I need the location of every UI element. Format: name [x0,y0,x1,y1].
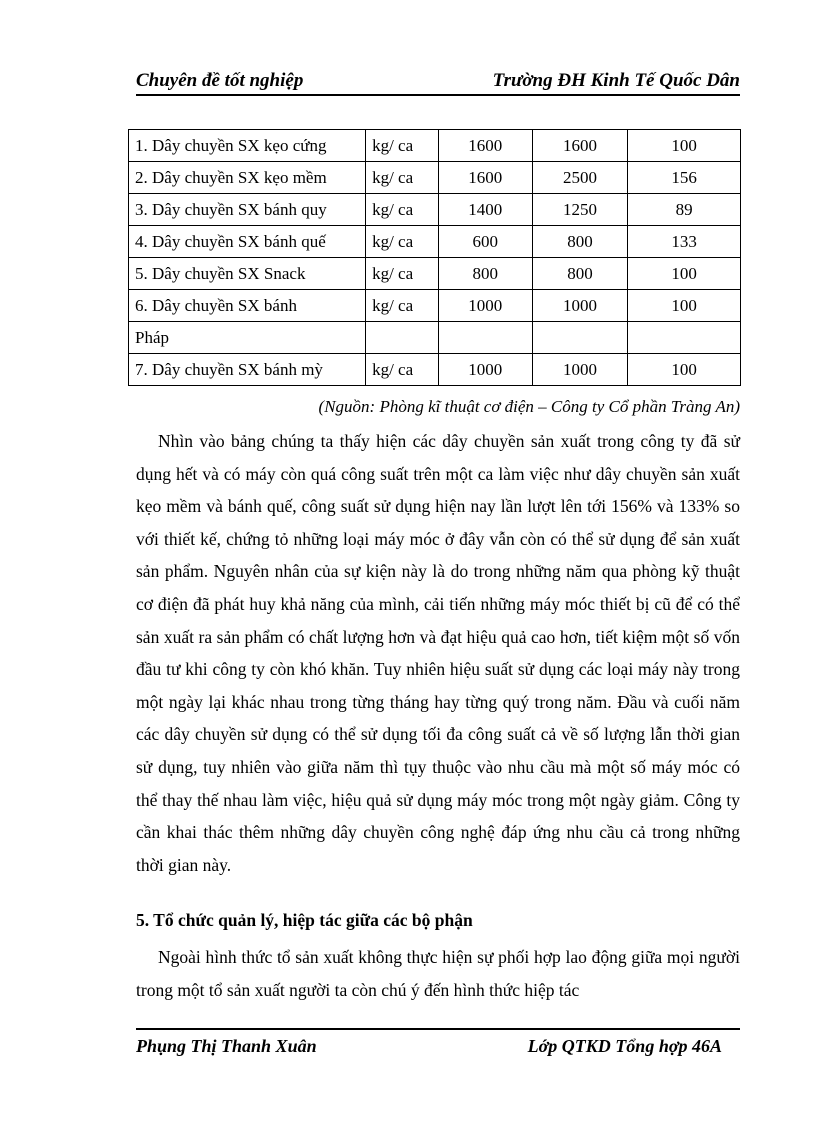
body-paragraph: Nhìn vào bảng chúng ta thấy hiện các dây chuyền sản xuất trong công ty đã sử dụng hết và có máy còn quá công suất trên một ca làm việc như dây chuyền sản xuất kẹo mềm và bánh quế, công suất sử dụng hiện nay lần lượt lên tới 156% và 133% so với thiết kế, chứng tỏ những loại máy móc ở đây vẫn còn có thể sử dụng để sản xuất sản phẩm. Nguyên nhân của sự kiện này là do trong những năm qua phòng kỹ thuật cơ điện đã phát huy khả năng của mình, cải tiến những máy móc thiết bị cũ để có thể sản xuất ra sản phẩm có chất lượng hơn và đạt hiệu quả cao hơn, tiết kiệm một số vốn đầu tư khi công ty còn khó khăn. Tuy nhiên hiệu suất sử dụng các loại máy này trong một ngày lại khác nhau trong từng tháng hay từng quý trong năm. Đầu và cuối năm các dây chuyền sử dụng có thể sử dụng tối đa công suất cả về số lượng lẫn thời gian sử dụng, tuy nhiên vào giữa năm thì tụy thuộc vào nhu cầu mà một số máy móc có thể thay thế nhau làm việc, hiệu quả sử dụng máy móc trong một ngày giảm. Công ty cần khai thác thêm những dây chuyền công nghệ đáp ứng nhu cầu cả trong những thời gian này. [136,431,740,875]
percent-cell: 156 [628,162,741,194]
value-cell [532,322,628,354]
value-cell [438,322,532,354]
table-source-note: (Nguồn: Phòng kĩ thuật cơ điện – Công ty Cổ phần Tràng An) [318,397,740,416]
value-cell: 1600 [438,162,532,194]
line-name-cell: 4. Dây chuyền SX bánh quế [129,226,366,258]
value-cell: 600 [438,226,532,258]
percent-cell: 100 [628,130,741,162]
percent-cell: 89 [628,194,741,226]
value-cell: 1250 [532,194,628,226]
line-name-cell: Pháp [129,322,366,354]
value-cell: 800 [438,258,532,290]
footer-class: Lớp QTKD Tổng hợp 46A [527,1036,722,1056]
value-cell: 1000 [438,354,532,386]
percent-cell [628,322,741,354]
value-cell: 2500 [532,162,628,194]
line-name-cell: 3. Dây chuyền SX bánh quy [129,194,366,226]
header-right-title: Trường ĐH Kinh Tế Quốc Dân [492,70,740,91]
unit-cell: kg/ ca [366,258,439,290]
value-cell: 1000 [532,354,628,386]
unit-cell: kg/ ca [366,226,439,258]
value-cell: 1400 [438,194,532,226]
page-footer [136,1028,740,1060]
table-row [129,226,741,258]
unit-cell [366,322,439,354]
page-header [136,68,740,96]
value-cell: 800 [532,258,628,290]
value-cell: 800 [532,226,628,258]
table-row [129,194,741,226]
percent-cell: 100 [628,354,741,386]
table-row [129,354,741,386]
line-name-cell: 5. Dây chuyền SX Snack [129,258,366,290]
footer-author: Phụng Thị Thanh Xuân [136,1036,317,1056]
table-row [129,130,741,162]
unit-cell: kg/ ca [366,162,439,194]
value-cell: 1000 [532,290,628,322]
table-row [129,162,741,194]
unit-cell: kg/ ca [366,194,439,226]
header-left-title: Chuyên đề tốt nghiệp [136,70,304,91]
unit-cell: kg/ ca [366,354,439,386]
line-name-cell: 7. Dây chuyền SX bánh mỳ [129,354,366,386]
line-name-cell: 2. Dây chuyền SX kẹo mềm [129,162,366,194]
body-paragraph: Ngoài hình thức tổ sản xuất không thực hiện sự phối hợp lao động giữa mọi người trong một tổ sản xuất người ta còn chú ý đến hình thức hiệp tác [136,947,740,1000]
table-row [129,322,741,354]
percent-cell: 133 [628,226,741,258]
table-row [129,290,741,322]
value-cell: 1600 [532,130,628,162]
percent-cell: 100 [628,258,741,290]
line-name-cell: 6. Dây chuyền SX bánh [129,290,366,322]
value-cell: 1600 [438,130,532,162]
section-heading: 5. Tổ chức quản lý, hiệp tác giữa các bộ phận [136,910,473,930]
body-paragraph-block [136,425,740,881]
line-name-cell: 1. Dây chuyền SX kẹo cứng [129,130,366,162]
capacity-table [128,129,741,386]
unit-cell: kg/ ca [366,130,439,162]
percent-cell: 100 [628,290,741,322]
value-cell: 1000 [438,290,532,322]
body-paragraph-block [136,941,740,1006]
table-row [129,258,741,290]
unit-cell: kg/ ca [366,290,439,322]
